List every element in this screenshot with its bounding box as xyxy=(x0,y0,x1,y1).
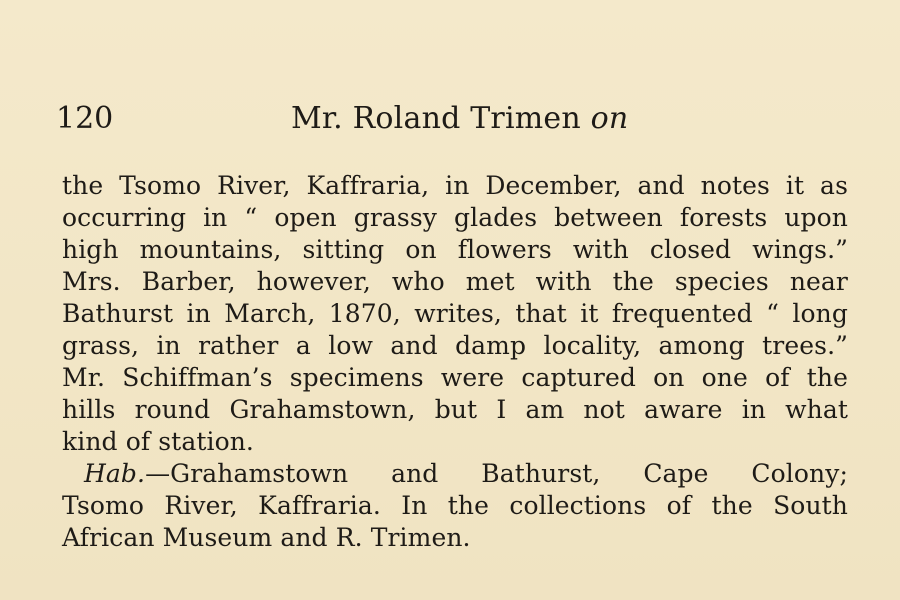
running-head-title: Mr. Roland Trimen xyxy=(291,101,581,136)
habitat-text: —Grahamstown and Bathurst, Cape Colony; xyxy=(145,459,848,488)
habitat-label: Hab. xyxy=(84,459,146,488)
text-line: Bathurst in March, 1870, writes, that it frequented “ long xyxy=(62,299,848,328)
page-number: 120 xyxy=(56,101,114,136)
text-line: African Museum and R. Trimen. xyxy=(62,523,471,552)
running-head xyxy=(291,96,628,142)
text-line: Tsomo River, Kaffraria. In the collections of the South xyxy=(62,491,848,520)
text-line: occurring in “ open grassy glades between forests upon xyxy=(62,203,848,232)
text-line: hills round Grahamstown, but I am not aware in what xyxy=(62,395,848,424)
text-line: high mountains, sitting on flowers with closed wings.” xyxy=(62,235,848,264)
text-line: Mr. Schiffman’s specimens were captured on one of the xyxy=(62,363,848,392)
text-line: Mrs. Barber, however, who met with the species near xyxy=(62,267,848,296)
text-line: kind of station. xyxy=(62,427,254,456)
habitat-paragraph-first-line xyxy=(62,458,848,490)
text-line: the Tsomo River, Kaffraria, in December, and notes it as xyxy=(62,171,848,200)
text-line: grass, in rather a low and damp locality, among trees.” xyxy=(62,331,848,360)
body-text xyxy=(62,170,848,554)
running-head-italic: on xyxy=(590,101,629,136)
page-header xyxy=(56,96,856,142)
